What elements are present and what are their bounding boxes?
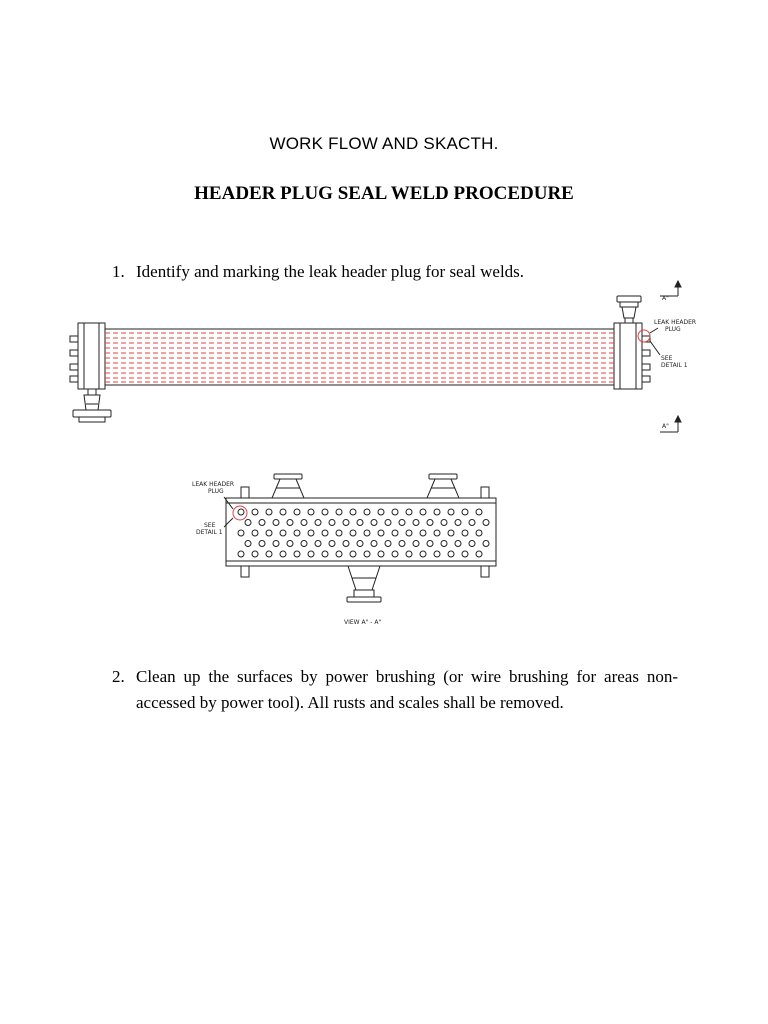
plug-hole <box>469 541 475 547</box>
plug-hole <box>476 530 482 536</box>
plug-hole <box>322 551 328 557</box>
plug-hole <box>350 509 356 515</box>
section-see-label-2: DETAIL 1 <box>196 529 223 536</box>
plug-hole <box>469 520 475 526</box>
plug-hole <box>371 541 377 547</box>
plug-hole <box>301 520 307 526</box>
left-header-box <box>78 323 105 389</box>
plug-hole <box>294 551 300 557</box>
plug-hole <box>273 520 279 526</box>
leak-label-1: LEAK HEADER <box>654 319 697 326</box>
plug-hole <box>259 541 265 547</box>
plug-hole <box>483 520 489 526</box>
plug-hole <box>399 541 405 547</box>
plug-hole <box>434 551 440 557</box>
plug-hole <box>280 551 286 557</box>
plug-hole <box>315 541 321 547</box>
plug-hole <box>406 551 412 557</box>
plug-hole <box>287 541 293 547</box>
plug-hole <box>238 509 244 515</box>
plug-hole <box>476 509 482 515</box>
plug-hole <box>448 530 454 536</box>
plug-hole <box>462 551 468 557</box>
plug-hole <box>378 509 384 515</box>
plug-hole <box>280 509 286 515</box>
plug-hole <box>259 520 265 526</box>
plug-hole <box>413 541 419 547</box>
plug-hole <box>448 509 454 515</box>
step-1-number: 1. <box>112 262 125 281</box>
plug-hole <box>329 541 335 547</box>
plug-hole <box>350 551 356 557</box>
plug-hole <box>252 530 258 536</box>
leak-label-2: PLUG <box>665 326 681 333</box>
plug-hole <box>357 520 363 526</box>
plug-hole <box>406 530 412 536</box>
plug-hole <box>385 520 391 526</box>
plug-hole <box>392 530 398 536</box>
plug-hole <box>434 530 440 536</box>
plug-hole <box>308 530 314 536</box>
plug-hole <box>308 509 314 515</box>
plug-hole <box>238 530 244 536</box>
plug-hole <box>343 520 349 526</box>
see-label-1: SEE <box>661 355 673 362</box>
plug-hole <box>294 530 300 536</box>
section-mark-bottom: A" <box>662 423 669 430</box>
plug-hole <box>476 551 482 557</box>
plug-hole <box>427 520 433 526</box>
tube-bundle <box>105 333 614 382</box>
plug-hole <box>406 509 412 515</box>
plug-hole <box>315 520 321 526</box>
plug-hole <box>350 530 356 536</box>
plug-hole <box>441 541 447 547</box>
plug-hole <box>322 530 328 536</box>
plug-hole <box>357 541 363 547</box>
document-title: WORK FLOW AND SKACTH. <box>269 134 499 153</box>
plug-hole <box>336 551 342 557</box>
plug-hole <box>413 520 419 526</box>
plug-hole <box>343 541 349 547</box>
section-mark-top: A" <box>662 295 669 302</box>
plug-hole <box>266 530 272 536</box>
plug-hole <box>448 551 454 557</box>
plug-hole <box>420 509 426 515</box>
plug-hole <box>427 541 433 547</box>
plug-hole <box>336 509 342 515</box>
plug-hole <box>294 509 300 515</box>
view-label: VIEW A" - A" <box>344 619 382 626</box>
plug-hole <box>364 509 370 515</box>
plug-hole <box>441 520 447 526</box>
step-2-text: Clean up the surfaces by power brushing (or wire brushing for areas non-accessed by power tool). All rusts and scales shall be removed. <box>136 667 678 712</box>
plug-hole <box>364 551 370 557</box>
plug-hole <box>455 520 461 526</box>
plug-hole <box>420 551 426 557</box>
plug-hole <box>252 509 258 515</box>
see-label-2: DETAIL 1 <box>661 362 688 369</box>
plug-hole <box>434 509 440 515</box>
right-header-box <box>614 323 642 389</box>
plug-hole <box>266 551 272 557</box>
plug-holes <box>238 509 489 557</box>
plug-hole <box>364 530 370 536</box>
plug-hole <box>392 509 398 515</box>
leak-plug-marker <box>638 330 650 342</box>
plug-hole <box>462 530 468 536</box>
plug-hole <box>266 509 272 515</box>
plug-hole <box>462 509 468 515</box>
plug-hole <box>245 541 251 547</box>
plug-hole <box>238 551 244 557</box>
leak-plug-marker-section <box>233 506 247 520</box>
plug-hole <box>273 541 279 547</box>
plug-hole <box>392 551 398 557</box>
plug-hole <box>399 520 405 526</box>
plug-hole <box>378 551 384 557</box>
procedure-title: HEADER PLUG SEAL WELD PROCEDURE <box>194 183 574 204</box>
section-see-label-1: SEE <box>204 522 216 529</box>
plug-hole <box>455 541 461 547</box>
plug-hole <box>280 530 286 536</box>
plug-hole <box>322 509 328 515</box>
plug-hole <box>336 530 342 536</box>
plug-hole <box>329 520 335 526</box>
section-leak-label-2: PLUG <box>208 488 224 495</box>
plug-hole <box>483 541 489 547</box>
section-leak-label-1: LEAK HEADER <box>192 481 235 488</box>
plug-hole <box>420 530 426 536</box>
plug-hole <box>245 520 251 526</box>
header-box-section <box>226 498 496 566</box>
step-2 <box>112 664 678 716</box>
plug-hole <box>287 520 293 526</box>
plug-hole <box>385 541 391 547</box>
plug-hole <box>378 530 384 536</box>
step-1-text: Identify and marking the leak header plug for seal welds. <box>136 262 525 281</box>
plug-hole <box>308 551 314 557</box>
plug-hole <box>252 551 258 557</box>
step-1 <box>112 259 678 285</box>
plug-hole <box>371 520 377 526</box>
step-2-number: 2. <box>112 667 125 686</box>
plug-hole <box>301 541 307 547</box>
